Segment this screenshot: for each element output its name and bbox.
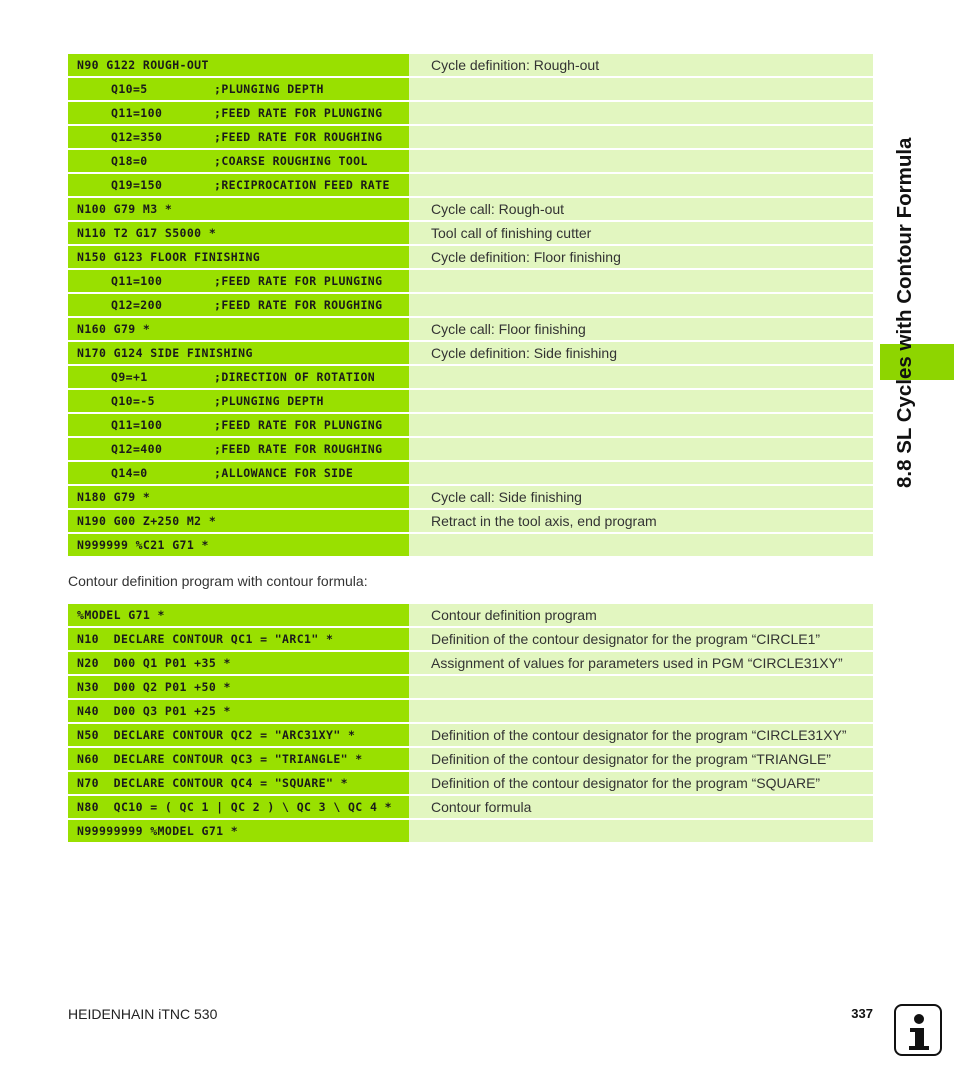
nc-code-cell: N10 DECLARE CONTOUR QC1 = "ARC1" *: [68, 628, 409, 650]
nc-code-cell: N110 T2 G17 S5000 *: [68, 222, 409, 244]
nc-comment: ;PLUNGING DEPTH: [214, 394, 324, 408]
table-row: [68, 510, 873, 532]
nc-code-cell: [68, 174, 409, 196]
description-cell: [409, 414, 873, 436]
nc-comment: ;RECIPROCATION FEED RATE: [214, 178, 390, 192]
description-cell: Cycle call: Side finishing: [409, 486, 873, 508]
table-row: [68, 414, 873, 436]
nc-code-cell: N100 G79 M3 *: [68, 198, 409, 220]
nc-code-cell: [68, 462, 409, 484]
nc-code-cell: [68, 270, 409, 292]
description-cell: [409, 390, 873, 412]
description-cell: Assignment of values for parameters used in PGM “CIRCLE31XY”: [409, 652, 873, 674]
description-cell: [409, 366, 873, 388]
nc-comment: ;FEED RATE FOR ROUGHING: [214, 442, 383, 456]
description-cell: Cycle definition: Floor finishing: [409, 246, 873, 268]
nc-comment: ;FEED RATE FOR PLUNGING: [214, 418, 383, 432]
table-row: [68, 796, 873, 818]
table-row: [68, 318, 873, 340]
table-row: [68, 78, 873, 100]
nc-parameter: Q11=100: [111, 418, 163, 432]
description-cell: [409, 78, 873, 100]
table-row: [68, 652, 873, 674]
table-row: [68, 270, 873, 292]
table-row: [68, 628, 873, 650]
nc-code-cell: N99999999 %MODEL G71 *: [68, 820, 409, 842]
nc-code-cell: N999999 %C21 G71 *: [68, 534, 409, 556]
intro-text: Contour definition program with contour formula:: [68, 573, 368, 589]
nc-code-cell: N60 DECLARE CONTOUR QC3 = "TRIANGLE" *: [68, 748, 409, 770]
description-cell: [409, 126, 873, 148]
nc-parameter: Q12=200: [111, 298, 163, 312]
nc-comment: ;PLUNGING DEPTH: [214, 82, 324, 96]
nc-comment: ;FEED RATE FOR PLUNGING: [214, 106, 383, 120]
nc-code-cell: N30 D00 Q2 P01 +50 *: [68, 676, 409, 698]
nc-code-cell: [68, 102, 409, 124]
nc-parameter: Q10=5: [111, 82, 148, 96]
page-number: 337: [851, 1006, 873, 1021]
description-cell: [409, 102, 873, 124]
nc-code-cell: N160 G79 *: [68, 318, 409, 340]
table-row: [68, 366, 873, 388]
nc-code-cell: [68, 366, 409, 388]
nc-code-cell: N50 DECLARE CONTOUR QC2 = "ARC31XY" *: [68, 724, 409, 746]
nc-code-cell: [68, 150, 409, 172]
footer-manual-name: HEIDENHAIN iTNC 530: [68, 1006, 218, 1022]
nc-parameter: Q10=-5: [111, 394, 155, 408]
table-row: [68, 246, 873, 268]
nc-comment: ;FEED RATE FOR ROUGHING: [214, 130, 383, 144]
nc-code-cell: %MODEL G71 *: [68, 604, 409, 626]
table-row: [68, 700, 873, 722]
nc-parameter: Q11=100: [111, 274, 163, 288]
description-cell: Retract in the tool axis, end program: [409, 510, 873, 532]
description-cell: Cycle definition: Side finishing: [409, 342, 873, 364]
description-cell: [409, 174, 873, 196]
table-row: [68, 604, 873, 626]
table-row: [68, 102, 873, 124]
description-cell: Cycle definition: Rough-out: [409, 54, 873, 76]
table-row: [68, 820, 873, 842]
table-row: [68, 724, 873, 746]
nc-code-cell: [68, 414, 409, 436]
table-row: [68, 174, 873, 196]
description-cell: Cycle call: Rough-out: [409, 198, 873, 220]
nc-parameter: Q12=400: [111, 442, 163, 456]
description-cell: [409, 438, 873, 460]
nc-code-cell: N40 D00 Q3 P01 +25 *: [68, 700, 409, 722]
section-title: 8.8 SL Cycles with Contour Formula: [893, 137, 916, 488]
nc-parameter: Q12=350: [111, 130, 163, 144]
nc-code-cell: [68, 78, 409, 100]
section-tab-marker: [880, 344, 954, 380]
nc-code-cell: N20 D00 Q1 P01 +35 *: [68, 652, 409, 674]
nc-code-cell: [68, 438, 409, 460]
nc-code-cell: [68, 126, 409, 148]
info-icon: [894, 1004, 942, 1056]
nc-comment: ;COARSE ROUGHING TOOL: [214, 154, 368, 168]
table-row: [68, 438, 873, 460]
description-cell: [409, 534, 873, 556]
table-row: [68, 294, 873, 316]
nc-code-cell: N180 G79 *: [68, 486, 409, 508]
nc-code-cell: N80 QC10 = ( QC 1 | QC 2 ) \ QC 3 \ QC 4 *: [68, 796, 409, 818]
table-row: [68, 198, 873, 220]
nc-code-cell: N70 DECLARE CONTOUR QC4 = "SQUARE" *: [68, 772, 409, 794]
description-cell: [409, 700, 873, 722]
nc-code-cell: [68, 390, 409, 412]
description-cell: Cycle call: Floor finishing: [409, 318, 873, 340]
nc-comment: ;FEED RATE FOR PLUNGING: [214, 274, 383, 288]
table-row: [68, 534, 873, 556]
table-row: [68, 390, 873, 412]
table-row: [68, 748, 873, 770]
nc-parameter: Q18=0: [111, 154, 148, 168]
nc-parameter: Q19=150: [111, 178, 163, 192]
table-row: [68, 54, 873, 76]
description-cell: Contour definition program: [409, 604, 873, 626]
nc-comment: ;DIRECTION OF ROTATION: [214, 370, 376, 384]
nc-code-cell: N190 G00 Z+250 M2 *: [68, 510, 409, 532]
nc-code-cell: N170 G124 SIDE FINISHING: [68, 342, 409, 364]
table-row: [68, 486, 873, 508]
description-cell: Definition of the contour designator for the program “SQUARE”: [409, 772, 873, 794]
table-row: [68, 462, 873, 484]
description-cell: [409, 676, 873, 698]
description-cell: [409, 294, 873, 316]
nc-parameter: Q14=0: [111, 466, 148, 480]
description-cell: [409, 150, 873, 172]
nc-code-cell: N90 G122 ROUGH-OUT: [68, 54, 409, 76]
nc-parameter: Q9=+1: [111, 370, 148, 384]
nc-comment: ;ALLOWANCE FOR SIDE: [214, 466, 354, 480]
description-cell: [409, 462, 873, 484]
nc-parameter: Q11=100: [111, 106, 163, 120]
program-table-2: [68, 604, 873, 844]
table-row: [68, 150, 873, 172]
description-cell: Tool call of finishing cutter: [409, 222, 873, 244]
description-cell: [409, 820, 873, 842]
description-cell: Definition of the contour designator for the program “TRIANGLE”: [409, 748, 873, 770]
nc-comment: ;FEED RATE FOR ROUGHING: [214, 298, 383, 312]
program-table-1: [68, 54, 873, 558]
nc-code-cell: [68, 294, 409, 316]
table-row: [68, 772, 873, 794]
description-cell: Contour formula: [409, 796, 873, 818]
description-cell: Definition of the contour designator for the program “CIRCLE31XY”: [409, 724, 873, 746]
table-row: [68, 222, 873, 244]
description-cell: Definition of the contour designator for the program “CIRCLE1”: [409, 628, 873, 650]
table-row: [68, 342, 873, 364]
table-row: [68, 676, 873, 698]
nc-code-cell: N150 G123 FLOOR FINISHING: [68, 246, 409, 268]
table-row: [68, 126, 873, 148]
description-cell: [409, 270, 873, 292]
